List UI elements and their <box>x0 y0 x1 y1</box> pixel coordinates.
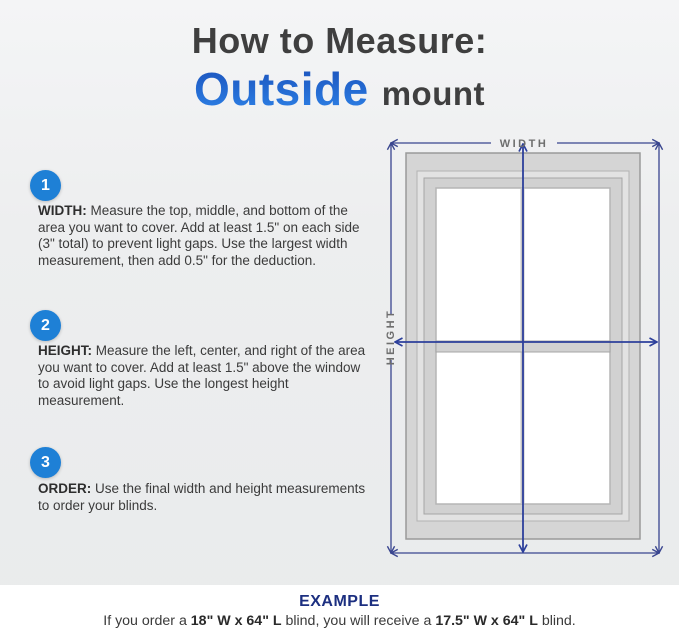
step-1-badge: 1 <box>30 170 61 201</box>
step-2-label: HEIGHT: <box>38 343 92 358</box>
step-2-text <box>38 343 372 409</box>
page-title <box>0 22 679 116</box>
width-label: WIDTH <box>499 138 549 150</box>
title-outside: Outside <box>193 62 369 115</box>
step-3-label: ORDER: <box>38 481 92 496</box>
example-received-size: 17.5" W x 64" L <box>435 613 538 629</box>
example-suffix: blind. <box>537 613 576 629</box>
step-1-body: Measure the top, middle, and bottom of the area you want to cover. Add at least 1.5" on each side (3" total) to prevent light gaps. Use the largest width measurement, then add 0.5" for the deduction. <box>38 203 360 268</box>
step-3-text <box>38 481 372 514</box>
title-mount: mount <box>381 74 486 112</box>
step-2-body: Measure the left, center, and right of the area you want to cover. Add at least 1.5" above the window to avoid light gaps. Use the longest height measurement. <box>38 343 366 408</box>
title-line2 <box>0 62 679 116</box>
example-sentence <box>0 613 679 631</box>
example-heading: EXAMPLE <box>299 593 380 610</box>
step-3-badge: 3 <box>30 447 61 478</box>
step-3-body: Use the final width and height measurements to order your blinds. <box>38 481 366 513</box>
height-label: HEIGHT <box>385 308 397 366</box>
example-ordered-size: 18" W x 64" L <box>190 613 282 629</box>
example-section <box>0 585 679 644</box>
step-1-text <box>38 203 372 269</box>
title-line1: How to Measure: <box>191 20 488 61</box>
example-prefix: If you order a <box>103 613 191 629</box>
window-measure-diagram <box>378 130 674 576</box>
example-middle: blind, you will receive a <box>281 613 436 629</box>
step-2-badge: 2 <box>30 310 61 341</box>
step-1-label: WIDTH: <box>38 203 87 218</box>
